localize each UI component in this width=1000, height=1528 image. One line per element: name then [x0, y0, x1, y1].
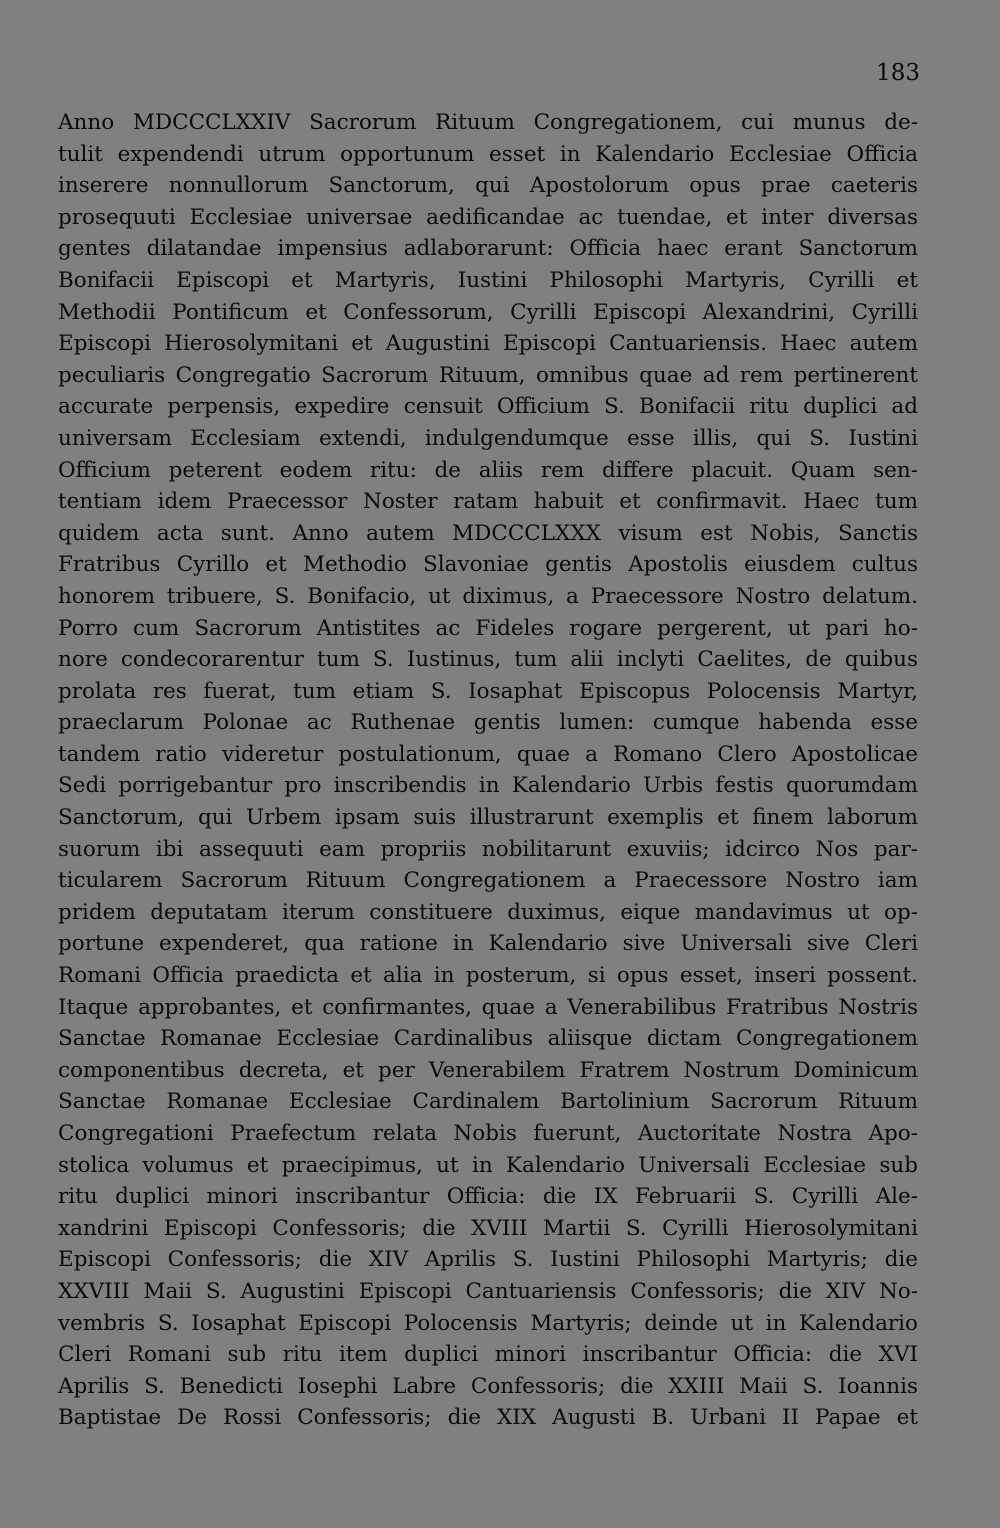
text-line: tentiam idem Praecessor Noster ratam habuit et confirmavit. Haec tum	[58, 489, 918, 515]
text-line: gentes dilatandae impensius adlaborarunt: Officia haec erant Sanctorum	[58, 236, 918, 262]
page-number: 183	[876, 60, 920, 86]
text-line: vembris S. Iosaphat Episcopi Polocensis Martyris; deinde ut in Kalendario	[58, 1310, 918, 1336]
text-line: honorem tribuere, S. Bonifacio, ut diximus, a Praecessore Nostro delatum.	[58, 583, 918, 609]
text-line: inserere nonnullorum Sanctorum, qui Apostolorum opus prae caeteris	[58, 173, 918, 199]
text-line: praeclarum Polonae ac Ruthenae gentis lumen: cumque habenda esse	[58, 710, 918, 736]
text-line: xandrini Episcopi Confessoris; die XVIII Martii S. Cyrilli Hierosolymitani	[58, 1215, 918, 1241]
text-line: prolata res fuerat, tum etiam S. Iosaphat Episcopus Polocensis Martyr,	[58, 678, 918, 704]
text-line: Bonifacii Episcopi et Martyris, Iustini Philosophi Martyris, Cyrilli et	[58, 267, 918, 293]
text-line: componentibus decreta, et per Venerabilem Fratrem Nostrum Dominicum	[58, 1057, 918, 1083]
text-line: Methodii Pontificum et Confessorum, Cyrilli Episcopi Alexandrini, Cyrilli	[58, 299, 918, 325]
text-line: Aprilis S. Benedicti Iosephi Labre Confessoris; die XXIII Maii S. Ioannis	[58, 1373, 918, 1399]
text-line: ritu duplici minori inscribantur Officia: die IX Februarii S. Cyrilli Ale-	[58, 1184, 918, 1210]
text-line: stolica volumus et praecipimus, ut in Kalendario Universali Ecclesiae sub	[58, 1152, 918, 1178]
text-line: peculiaris Congregatio Sacrorum Rituum, omnibus quae ad rem pertinerent	[58, 362, 918, 388]
text-line: portune expenderet, qua ratione in Kalendario sive Universali sive Cleri	[58, 931, 918, 957]
text-line: ticularem Sacrorum Rituum Congregationem a Praecessore Nostro iam	[58, 868, 918, 894]
text-line: Episcopi Hierosolymitani et Augustini Episcopi Cantuariensis. Haec autem	[58, 331, 918, 357]
text-line: Episcopi Confessoris; die XIV Aprilis S. Iustini Philosophi Martyris; die	[58, 1247, 918, 1273]
text-line: tulit expendendi utrum opportunum esset in Kalendario Ecclesiae Officia	[58, 141, 918, 167]
text-line: Congregationi Praefectum relata Nobis fuerunt, Auctoritate Nostra Apo-	[58, 1121, 918, 1146]
text-line: Sanctorum, qui Urbem ipsam suis illustrarunt exemplis et finem laborum	[58, 805, 918, 831]
text-line: Baptistae De Rossi Confessoris; die XIX Augusti B. Urbani II Papae et	[58, 1405, 918, 1431]
text-line: Porro cum Sacrorum Antistites ac Fideles rogare pergerent, ut pari ho-	[58, 615, 918, 641]
text-line: Cleri Romani sub ritu item duplici minori inscribantur Officia: die XVI	[58, 1342, 918, 1368]
text-line: Anno MDCCCLXXIV Sacrorum Rituum Congregationem, cui munus de-	[58, 110, 918, 135]
text-line: Sanctae Romanae Ecclesiae Cardinalibus aliisque dictam Congregationem	[58, 1026, 918, 1052]
text-line: prosequuti Ecclesiae universae aedificandae ac tuendae, et inter diversas	[58, 204, 918, 230]
text-line: Sanctae Romanae Ecclesiae Cardinalem Bartolinium Sacrorum Rituum	[58, 1089, 918, 1115]
text-line: quidem acta sunt. Anno autem MDCCCLXXX visum est Nobis, Sanctis	[58, 520, 918, 546]
text-line: pridem deputatam iterum constituere duximus, eique mandavimus ut op-	[58, 899, 918, 925]
text-line: tandem ratio videretur postulationum, quae a Romano Clero Apostolicae	[58, 741, 918, 767]
body-text	[58, 107, 918, 1434]
text-line: Romani Officia praedicta et alia in posterum, si opus esset, inseri possent.	[58, 963, 918, 989]
text-line: accurate perpensis, expedire censuit Officium S. Bonifacii ritu duplici ad	[58, 394, 918, 420]
text-line: Fratribus Cyrillo et Methodio Slavoniae gentis Apostolis eiusdem cultus	[58, 552, 918, 578]
text-line: universam Ecclesiam extendi, indulgendumque esse illis, qui S. Iustini	[58, 425, 918, 451]
text-line: Itaque approbantes, et confirmantes, quae a Venerabilibus Fratribus Nostris	[58, 994, 918, 1020]
text-line: XXVIII Maii S. Augustini Episcopi Cantuariensis Confessoris; die XIV No-	[58, 1278, 918, 1304]
text-line: suorum ibi assequuti eam propriis nobilitarunt exuviis; idcirco Nos par-	[58, 836, 918, 862]
text-line: Sedi porrigebantur pro inscribendis in Kalendario Urbis festis quorumdam	[58, 773, 918, 799]
text-line: nore condecorarentur tum S. Iustinus, tum alii inclyti Caelites, de quibus	[58, 647, 918, 673]
text-line: Officium peterent eodem ritu: de aliis rem differe placuit. Quam sen-	[58, 457, 918, 483]
